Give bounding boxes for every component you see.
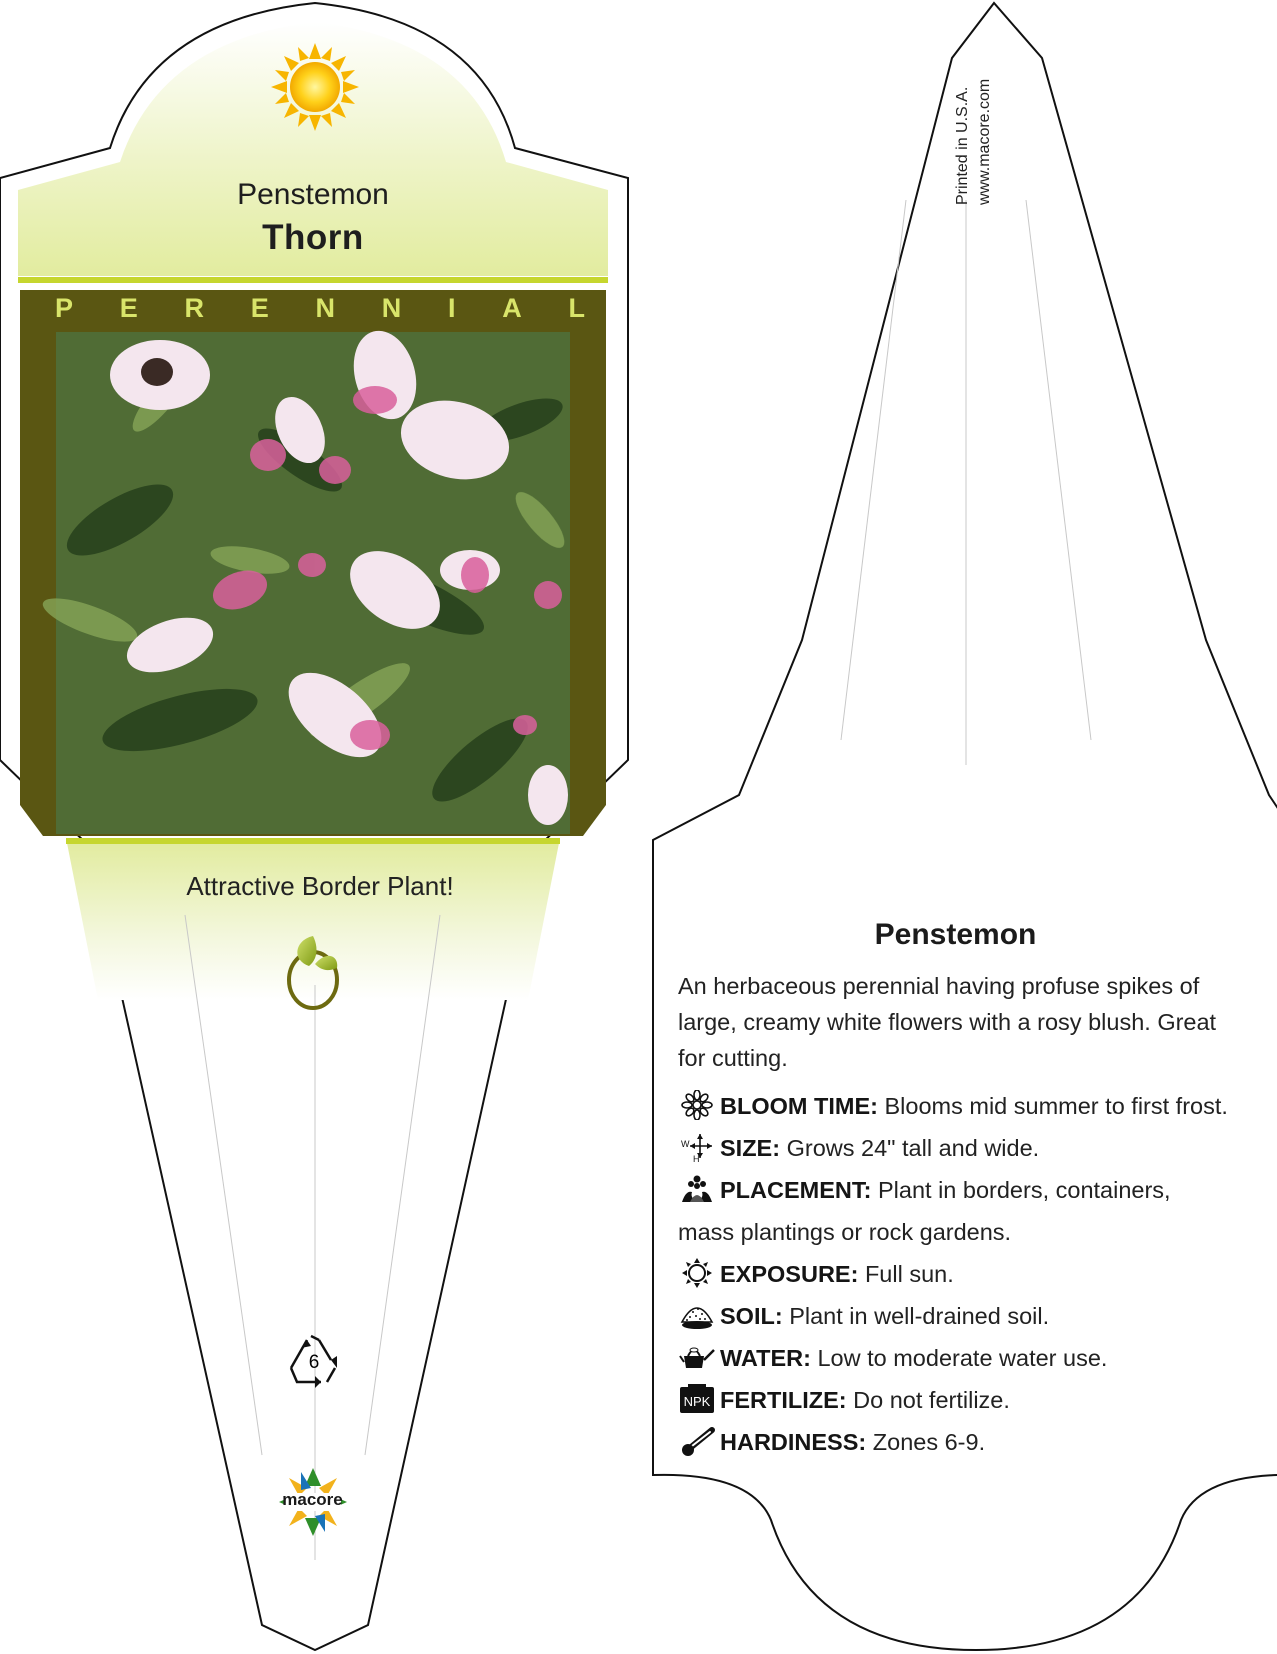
category-letter: P [55, 293, 74, 323]
care-row-bloom-time [678, 1085, 1233, 1127]
plant-photo [38, 324, 571, 834]
care-label: PLACEMENT: [720, 1177, 872, 1203]
category-letter: I [447, 293, 456, 323]
recycle-code: 6 [308, 1352, 320, 1373]
care-text: Grows 24" tall and wide. [786, 1135, 1040, 1161]
sun-icon [271, 43, 359, 131]
care-label: SOIL: [720, 1303, 783, 1329]
placement-icon [678, 1174, 716, 1204]
thermometer-icon [678, 1426, 716, 1456]
care-row-water [678, 1337, 1233, 1379]
printed-line: Printed in U.S.A. [954, 86, 971, 205]
variety-name: Thorn [262, 218, 364, 257]
tagline: Attractive Border Plant! [186, 871, 454, 901]
care-row-hardiness [678, 1421, 1233, 1463]
care-row-fertilize [678, 1379, 1233, 1421]
care-text: Low to moderate water use. [817, 1345, 1108, 1371]
category-letter: E [250, 293, 269, 323]
website-line: www.macore.com [976, 78, 993, 205]
care-row-soil [678, 1295, 1233, 1337]
category-letter: A [502, 293, 522, 323]
care-label: BLOOM TIME: [720, 1093, 878, 1119]
npk-icon-text: NPK [683, 1394, 711, 1409]
care-label: WATER: [720, 1345, 811, 1371]
category-letter: N [315, 293, 335, 323]
size-icon-w: W [681, 1139, 690, 1149]
care-text: Plant in borders, containers, mass plantings or rock gardens. [678, 1177, 1171, 1245]
watering-can-icon [678, 1342, 716, 1372]
printed-note [952, 79, 996, 205]
care-label: HARDINESS: [720, 1429, 867, 1455]
npk-icon [678, 1384, 716, 1414]
care-label: EXPOSURE: [720, 1261, 859, 1287]
sun-outline-icon [678, 1258, 716, 1288]
care-text: Plant in well-drained soil. [789, 1303, 1050, 1329]
category-letter: E [119, 293, 138, 323]
category-letter: R [184, 293, 204, 323]
size-icon [678, 1132, 716, 1162]
care-row-size [678, 1127, 1233, 1169]
back-title: Penstemon [874, 918, 1037, 951]
care-row-placement [678, 1169, 1233, 1253]
category-letter: L [568, 293, 585, 323]
care-row-exposure [678, 1253, 1233, 1295]
care-text: Blooms mid summer to first frost. [884, 1093, 1228, 1119]
care-text: Zones 6-9. [872, 1429, 986, 1455]
care-label: FERTILIZE: [720, 1387, 847, 1413]
flower-icon [678, 1090, 716, 1120]
care-list [678, 1085, 1233, 1463]
size-icon-h: H [693, 1154, 700, 1162]
category-letter: N [381, 293, 402, 323]
soil-icon [678, 1300, 716, 1330]
care-text: Do not fertilize. [853, 1387, 1010, 1413]
care-text: Full sun. [864, 1261, 954, 1287]
plant-name: Penstemon [237, 178, 389, 211]
care-label: SIZE: [720, 1135, 781, 1161]
category-label [55, 293, 585, 324]
brand-name: macore [282, 1490, 343, 1509]
plant-description: An herbaceous perennial having profuse spikes of large, creamy white flowers with a rosy blush. Great for cutting. [678, 973, 1217, 1071]
